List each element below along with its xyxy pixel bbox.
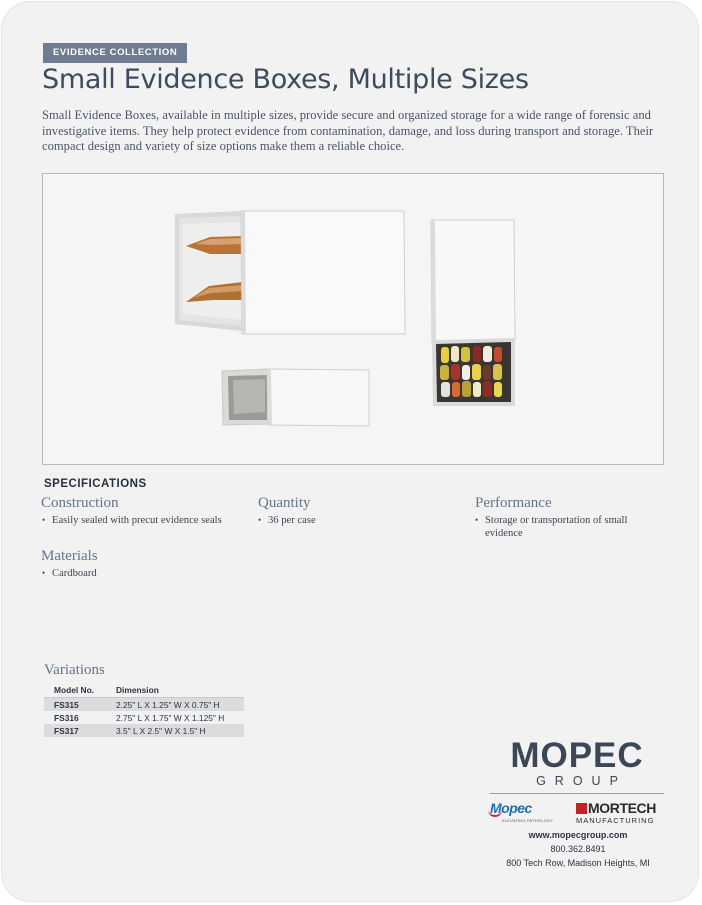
quantity-title: Quantity: [258, 495, 311, 511]
website-link[interactable]: www.mopecgroup.com: [528, 830, 628, 840]
quantity-list: [258, 514, 448, 527]
small-box: [222, 369, 369, 426]
model-cell: FS315: [44, 698, 106, 712]
construction-list: [42, 514, 232, 527]
product-photo: [42, 173, 664, 465]
performance-title: Performance: [475, 495, 552, 511]
column-header-model: Model No.: [44, 683, 106, 698]
contact-block: [482, 828, 674, 870]
mortech-square-icon: [576, 803, 587, 814]
mopec-brand-tagline: ELEVATING PATHOLOGY: [502, 818, 554, 823]
list-item: • Easily sealed with precut evidence seals: [42, 514, 232, 527]
mortech-brand-logo: [576, 800, 656, 825]
logo-main-text: MOPEC: [510, 736, 644, 775]
phone-number: 800.362.8491: [550, 844, 606, 854]
dimension-cell: 2.75" L X 1.75" W X 1.125" H: [116, 712, 225, 723]
list-item: • Storage or transportation of small evidence: [475, 514, 640, 540]
dimension-cell: 3.5" L X 2.5" W X 1.5" H: [106, 724, 244, 737]
table-header-row: [44, 683, 244, 698]
list-item: • Cardboard: [42, 567, 232, 580]
materials-title: Materials: [41, 548, 98, 564]
tall-box-with-capsules: [431, 220, 515, 406]
materials-list: [42, 567, 232, 580]
logo-divider: [490, 793, 664, 794]
table-row: [44, 711, 244, 724]
construction-title: Construction: [41, 495, 119, 511]
sub-brand-logos: [490, 800, 664, 826]
mopec-group-logo: [490, 738, 664, 826]
evidence-boxes-image: [43, 174, 663, 464]
variations-table: [44, 683, 244, 737]
category-tag: EVIDENCE COLLECTION: [43, 43, 187, 63]
specifications-heading: SPECIFICATIONS: [44, 478, 147, 490]
list-item: • 36 per case: [258, 514, 448, 527]
model-cell: FS317: [44, 724, 106, 737]
variations-title: Variations: [44, 662, 105, 678]
page-title: Small Evidence Boxes, Multiple Sizes: [42, 64, 529, 95]
table-row: [44, 698, 244, 712]
address: 800 Tech Row, Madison Heights, MI: [506, 858, 650, 868]
dimension-cell: 2.25" L X 1.25" W X 0.75" H: [106, 698, 244, 712]
table-row: [44, 724, 244, 737]
column-header-dimension: Dimension: [106, 683, 244, 698]
performance-list: [475, 514, 640, 540]
mopec-brand-name: Mopec: [490, 800, 532, 816]
large-box-with-cartridges: [175, 211, 405, 334]
mopec-brand-logo: [490, 800, 553, 823]
mortech-brand-name: MORTECH: [588, 800, 656, 816]
logo-sub-text: GROUP: [536, 774, 627, 788]
intro-paragraph: Small Evidence Boxes, available in multiple sizes, provide secure and organized storage for a wide range of forensic and investigative items. They help protect evidence from contamination, damage, and loss during transport and storage. Their compact design and variety of size options make them a reliable choice.: [42, 108, 654, 153]
mortech-brand-sub: MANUFACTURING: [576, 816, 655, 825]
model-cell: FS316: [54, 712, 79, 723]
spec-sheet: [2, 2, 698, 901]
